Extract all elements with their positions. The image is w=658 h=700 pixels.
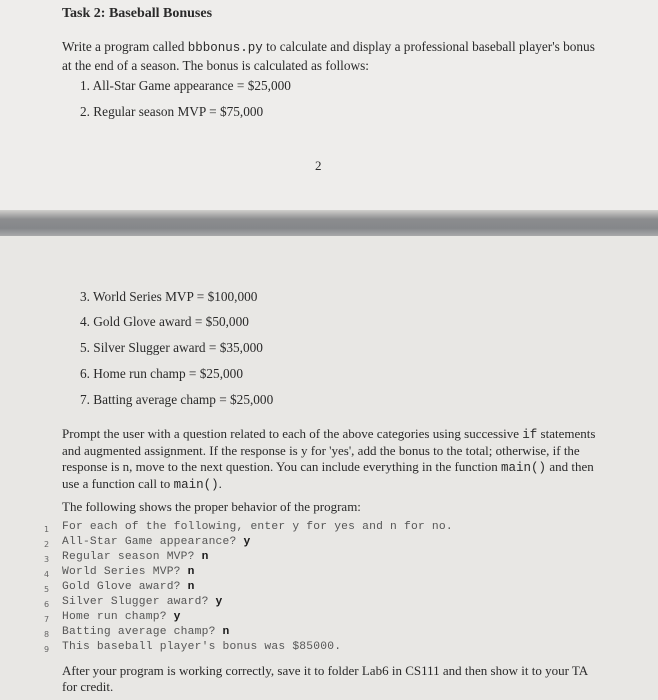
- prompt-text-2: statements and augmented assignment. If the response is y for 'yes', add the bonus to the total; otherwise, if the response is n, move to the next question. You can include everything in the function: [62, 426, 596, 474]
- prompt-text-3: and then use a function call to: [62, 459, 594, 491]
- line-number: 7: [44, 615, 50, 624]
- prompt-text-4: .: [218, 476, 222, 491]
- intro-text-2: to calculate and display a professional baseball player's bonus at the end of a season. The bonus is calculated as follows:: [62, 39, 595, 73]
- code-line: [62, 626, 230, 638]
- code-line: [62, 596, 223, 608]
- closing-paragraph: After your program is working correctly, save it to folder Lab6 in CS111 and then show it to your TA for credit.: [62, 663, 588, 694]
- line-number: 5: [44, 585, 50, 594]
- code-line: [62, 566, 195, 578]
- code-answer: n: [222, 626, 230, 638]
- code-line: [62, 521, 453, 533]
- prompt-code-main: main(): [501, 461, 547, 475]
- line-number: 2: [44, 540, 50, 549]
- code-line: [62, 611, 181, 623]
- bonus-item-5: 5. Silver Slugger award = $35,000: [80, 340, 263, 355]
- task-title: Task 2: Baseball Bonuses: [62, 6, 213, 21]
- code-line: [62, 551, 209, 563]
- code-answer: n: [187, 566, 195, 578]
- line-number: 4: [44, 570, 50, 579]
- code-answer: n: [201, 551, 209, 563]
- code-line: [62, 581, 195, 593]
- bonus-item-6: 6. Home run champ = $25,000: [80, 366, 243, 381]
- prompt-code-if: if: [522, 428, 538, 442]
- code-text: Batting average champ?: [62, 626, 223, 638]
- bonus-item-1: 1. All-Star Game appearance = $25,000: [80, 78, 291, 93]
- page-divider: [0, 210, 658, 236]
- code-text: Silver Slugger award?: [62, 596, 216, 608]
- intro-text-1: Write a program called: [62, 39, 188, 54]
- line-number: 1: [44, 525, 50, 534]
- intro-filename: bbbonus.py: [187, 41, 263, 55]
- prompt-text-1: Prompt the user with a question related to each of the above categories using successive: [62, 426, 523, 441]
- code-text: Regular season MVP?: [62, 551, 202, 563]
- code-answer: n: [187, 581, 195, 593]
- bonus-item-4: 4. Gold Glove award = $50,000: [80, 314, 249, 329]
- line-number: 8: [44, 630, 50, 639]
- code-line: [62, 641, 341, 653]
- code-text: Gold Glove award?: [62, 581, 188, 593]
- code-text: For each of the following, enter y for yes and n for no.: [62, 521, 453, 533]
- code-text: This baseball player's bonus was $85000.: [62, 641, 342, 653]
- line-number: 6: [44, 600, 50, 609]
- page-number: 2: [315, 158, 322, 173]
- bonus-item-3: 3. World Series MVP = $100,000: [80, 289, 258, 304]
- code-text: World Series MVP?: [62, 566, 188, 578]
- line-number: 9: [44, 645, 50, 654]
- behavior-heading: The following shows the proper behavior of the program:: [62, 499, 361, 514]
- code-text: All-Star Game appearance?: [62, 536, 244, 548]
- line-number: 3: [44, 555, 50, 564]
- prompt-paragraph: [62, 426, 607, 493]
- code-text: Home run champ?: [62, 611, 174, 623]
- code-answer: y: [173, 611, 181, 623]
- prompt-code-main-call: main(): [173, 478, 219, 492]
- code-line: [62, 536, 250, 548]
- code-answer: y: [243, 536, 251, 548]
- bonus-item-2: 2. Regular season MVP = $75,000: [80, 104, 264, 119]
- bonus-item-7: 7. Batting average champ = $25,000: [80, 392, 274, 407]
- intro-paragraph: [62, 38, 602, 74]
- code-answer: y: [215, 596, 223, 608]
